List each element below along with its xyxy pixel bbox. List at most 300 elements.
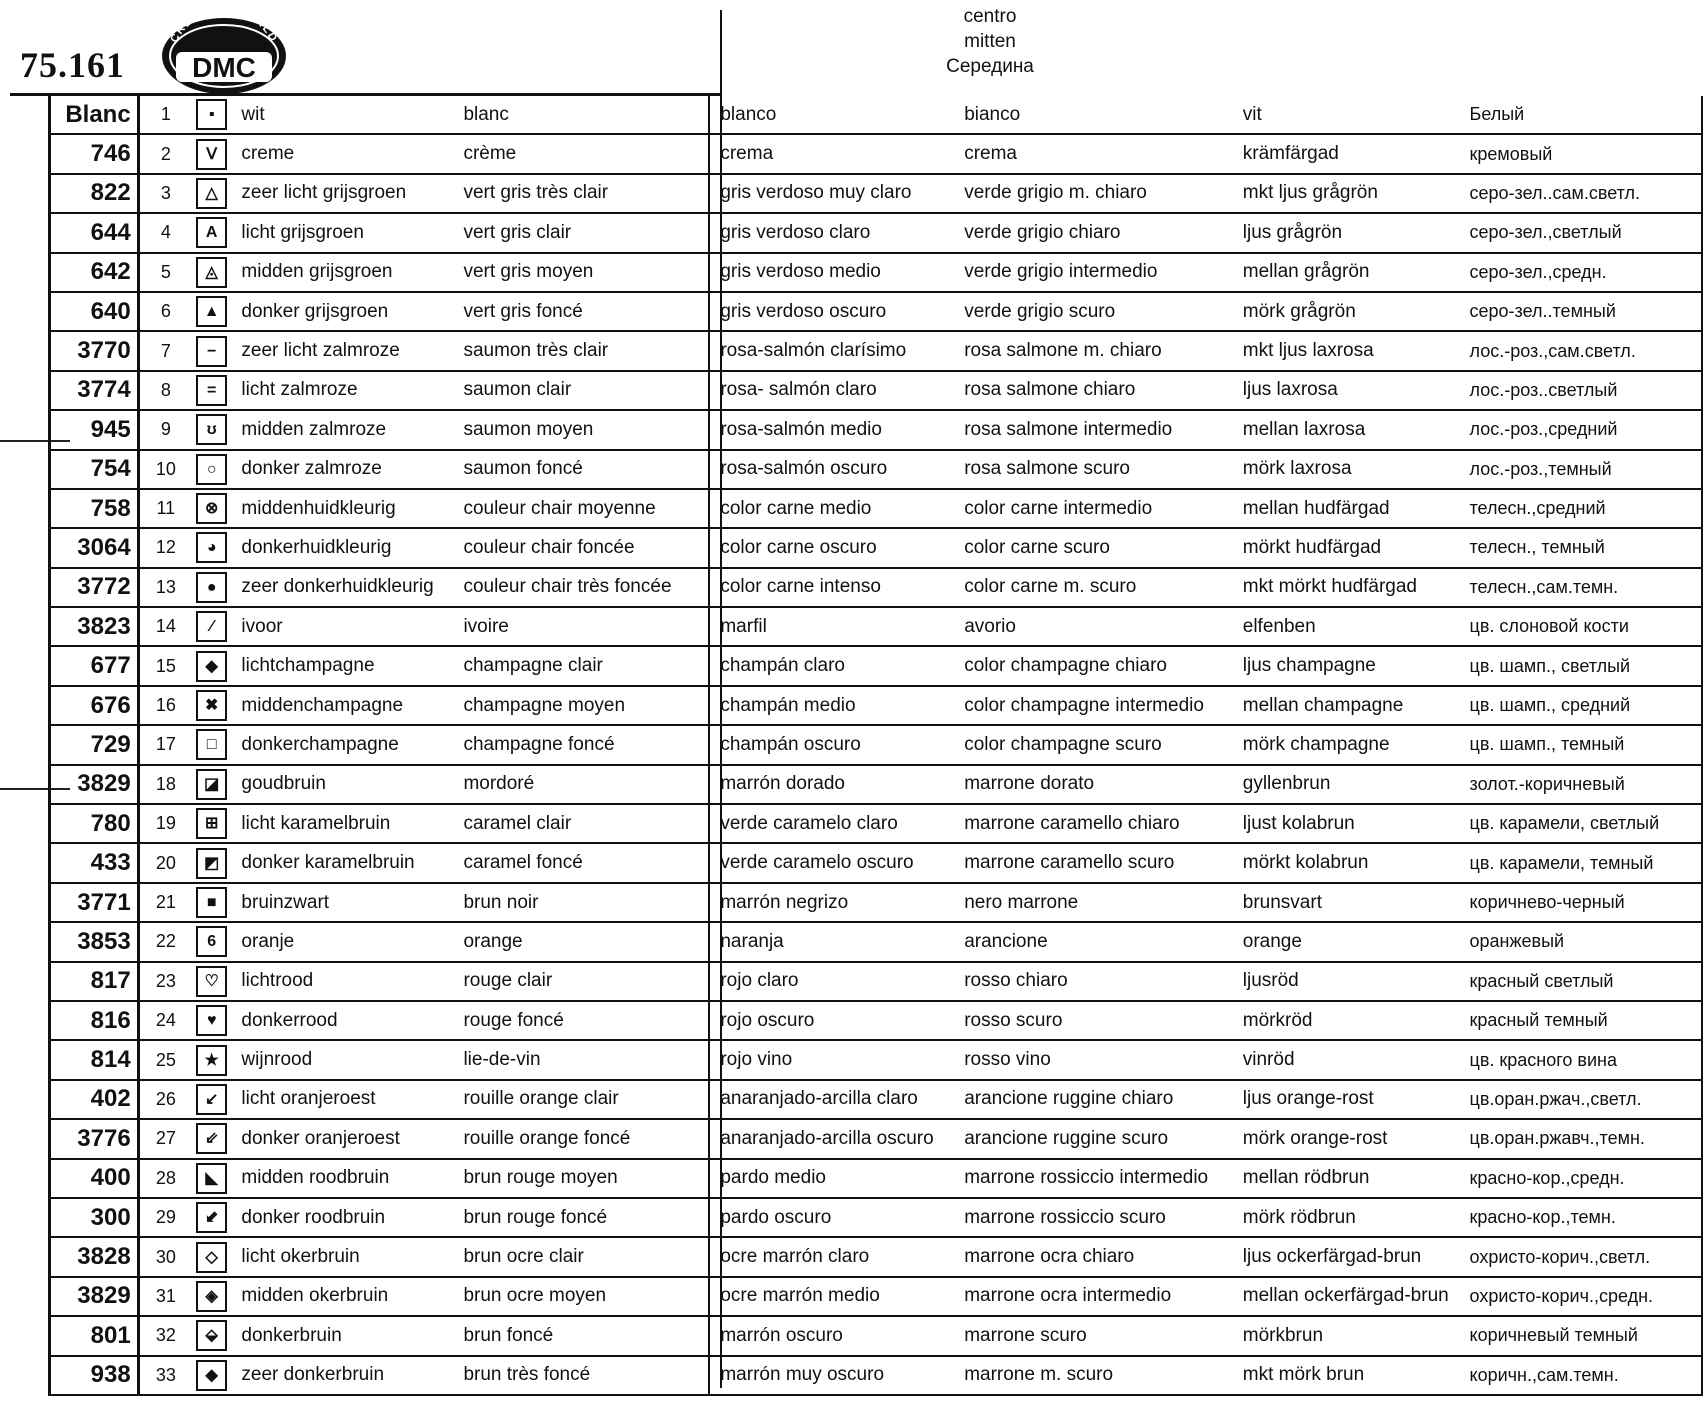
dmc-code: 3823 — [50, 607, 139, 646]
stitch-symbol — [192, 450, 231, 489]
stitch-symbol — [192, 253, 231, 292]
name-italian: marrone caramello chiaro — [954, 804, 1233, 843]
name-french: brun très foncé — [453, 1356, 709, 1395]
name-italian: marrone dorato — [954, 765, 1233, 804]
name-russian: коричнево-черный — [1460, 883, 1702, 922]
symbol-icon: ∕ — [196, 611, 227, 642]
stitch-symbol — [192, 96, 231, 134]
legend-row — [50, 1159, 1703, 1198]
name-french: champagne foncé — [453, 725, 709, 764]
legend-row — [50, 1040, 1703, 1079]
dmc-code: 938 — [50, 1356, 139, 1395]
stitch-symbol — [192, 410, 231, 449]
stitch-symbol — [192, 1159, 231, 1198]
name-russian: цв.оран.ржавч.,темн. — [1460, 1119, 1702, 1158]
row-number: 25 — [138, 1040, 192, 1079]
symbol-icon: ♡ — [196, 966, 227, 997]
name-spanish: color carne medio — [709, 489, 954, 528]
name-dutch: zeer donkerhuidkleurig — [231, 568, 453, 607]
name-russian: цв. карамели, светлый — [1460, 804, 1702, 843]
name-swedish: mörk champagne — [1233, 725, 1460, 764]
name-spanish: ocre marrón claro — [709, 1237, 954, 1276]
name-italian: color carne scuro — [954, 528, 1233, 567]
dmc-code: 945 — [50, 410, 139, 449]
row-number: 26 — [138, 1080, 192, 1119]
name-italian: verde grigio scuro — [954, 292, 1233, 331]
stitch-symbol — [192, 922, 231, 961]
name-spanish: champán medio — [709, 686, 954, 725]
name-spanish: color carne oscuro — [709, 528, 954, 567]
stitch-symbol — [192, 134, 231, 173]
name-spanish: rosa-salmón oscuro — [709, 450, 954, 489]
name-french: caramel foncé — [453, 843, 709, 882]
name-russian: красно-кор.,средн. — [1460, 1159, 1702, 1198]
row-number: 17 — [138, 725, 192, 764]
stitch-symbol — [192, 1356, 231, 1395]
name-spanish: gris verdoso muy claro — [709, 174, 954, 213]
name-russian: охристо-корич.,светл. — [1460, 1237, 1702, 1276]
name-russian: цв. шамп., светлый — [1460, 646, 1702, 685]
name-dutch: licht karamelbruin — [231, 804, 453, 843]
stitch-symbol — [192, 568, 231, 607]
row-number: 15 — [138, 646, 192, 685]
name-french: lie-de-vin — [453, 1040, 709, 1079]
legend-row — [50, 1356, 1703, 1395]
name-dutch: midden zalmroze — [231, 410, 453, 449]
name-spanish: ocre marrón medio — [709, 1277, 954, 1316]
name-swedish: ljusröd — [1233, 962, 1460, 1001]
name-russian: оранжевый — [1460, 922, 1702, 961]
legend-row — [50, 450, 1703, 489]
legend-row — [50, 371, 1703, 410]
legend-row — [50, 883, 1703, 922]
name-italian: color carne m. scuro — [954, 568, 1233, 607]
name-dutch: oranje — [231, 922, 453, 961]
name-french: saumon foncé — [453, 450, 709, 489]
row-number: 8 — [138, 371, 192, 410]
name-russian: цв. шамп., средний — [1460, 686, 1702, 725]
legend-row — [50, 686, 1703, 725]
stitch-symbol — [192, 725, 231, 764]
symbol-icon: A — [196, 217, 227, 248]
symbol-icon: ● — [196, 572, 227, 603]
row-number: 16 — [138, 686, 192, 725]
name-french: couleur chair moyenne — [453, 489, 709, 528]
name-italian: verde grigio chiaro — [954, 213, 1233, 252]
row-number: 27 — [138, 1119, 192, 1158]
name-italian: rosa salmone intermedio — [954, 410, 1233, 449]
name-dutch: zeer licht grijsgroen — [231, 174, 453, 213]
symbol-icon: ✖ — [196, 690, 227, 721]
dmc-code: 746 — [50, 134, 139, 173]
dmc-code: 640 — [50, 292, 139, 331]
name-russian: коричн.,сам.темн. — [1460, 1356, 1702, 1395]
name-swedish: ljus champagne — [1233, 646, 1460, 685]
name-spanish: champán oscuro — [709, 725, 954, 764]
legend-row — [50, 528, 1703, 567]
legend-row — [50, 607, 1703, 646]
dmc-code: 402 — [50, 1080, 139, 1119]
name-swedish: mkt ljus grågrön — [1233, 174, 1460, 213]
name-swedish: gyllenbrun — [1233, 765, 1460, 804]
name-russian: цв. слоновой кости — [1460, 607, 1702, 646]
legend-row — [50, 331, 1703, 370]
name-dutch: donkerrood — [231, 1001, 453, 1040]
name-russian: телесн.,средний — [1460, 489, 1702, 528]
name-russian: цв. карамели, темный — [1460, 843, 1702, 882]
name-russian: серо-зел.,светлый — [1460, 213, 1702, 252]
name-spanish: marrón negrizo — [709, 883, 954, 922]
name-spanish: rojo vino — [709, 1040, 954, 1079]
stitch-symbol — [192, 1080, 231, 1119]
name-dutch: donkerchampagne — [231, 725, 453, 764]
name-italian: rosa salmone m. chiaro — [954, 331, 1233, 370]
name-french: champagne clair — [453, 646, 709, 685]
stitch-symbol — [192, 1198, 231, 1237]
stitch-symbol — [192, 962, 231, 1001]
name-russian: лос.-роз..светлый — [1460, 371, 1702, 410]
row-number: 20 — [138, 843, 192, 882]
legend-row — [50, 213, 1703, 252]
name-swedish: mörkt hudfärgad — [1233, 528, 1460, 567]
name-swedish: ljust kolabrun — [1233, 804, 1460, 843]
name-spanish: gris verdoso oscuro — [709, 292, 954, 331]
name-french: brun rouge foncé — [453, 1198, 709, 1237]
name-russian: красный светлый — [1460, 962, 1702, 1001]
name-russian: охристо-корич.,средн. — [1460, 1277, 1702, 1316]
name-italian: marrone rossiccio intermedio — [954, 1159, 1233, 1198]
symbol-icon: ⊞ — [196, 808, 227, 839]
name-spanish: gris verdoso medio — [709, 253, 954, 292]
name-dutch: lichtrood — [231, 962, 453, 1001]
name-spanish: anaranjado-arcilla oscuro — [709, 1119, 954, 1158]
name-swedish: mellan champagne — [1233, 686, 1460, 725]
symbol-icon: ⇙ — [196, 1123, 227, 1154]
name-italian: marrone ocra chiaro — [954, 1237, 1233, 1276]
symbol-icon: ↙ — [196, 1084, 227, 1115]
name-french: mordoré — [453, 765, 709, 804]
stitch-symbol — [192, 804, 231, 843]
center-note-ru: Середина — [946, 56, 1034, 77]
name-russian: телесн., темный — [1460, 528, 1702, 567]
dmc-code: 780 — [50, 804, 139, 843]
stitch-symbol — [192, 371, 231, 410]
name-italian: color champagne chiaro — [954, 646, 1233, 685]
name-italian: marrone ocra intermedio — [954, 1277, 1233, 1316]
stitch-symbol — [192, 1277, 231, 1316]
name-russian: лос.-роз.,средний — [1460, 410, 1702, 449]
legend-row — [50, 96, 1703, 134]
legend-row — [50, 292, 1703, 331]
symbol-icon: □ — [196, 729, 227, 760]
dmc-code: 676 — [50, 686, 139, 725]
stitch-symbol — [192, 686, 231, 725]
name-french: orange — [453, 922, 709, 961]
legend-row — [50, 646, 1703, 685]
name-dutch: middenchampagne — [231, 686, 453, 725]
stitch-symbol — [192, 331, 231, 370]
name-dutch: donker roodbruin — [231, 1198, 453, 1237]
dmc-code: 729 — [50, 725, 139, 764]
name-spanish: verde caramelo oscuro — [709, 843, 954, 882]
symbol-icon: ■ — [196, 887, 227, 918]
symbol-icon: ♥ — [196, 1005, 227, 1036]
name-italian: rosso chiaro — [954, 962, 1233, 1001]
name-italian: marrone scuro — [954, 1316, 1233, 1355]
name-spanish: blanco — [709, 96, 954, 134]
name-russian: цв. шамп., темный — [1460, 725, 1702, 764]
symbol-icon: ▲ — [196, 296, 227, 327]
stitch-symbol — [192, 489, 231, 528]
name-russian: лос.-роз.,темный — [1460, 450, 1702, 489]
name-swedish: mellan ockerfärgad-brun — [1233, 1277, 1460, 1316]
name-dutch: licht oranjeroest — [231, 1080, 453, 1119]
dmc-code: 642 — [50, 253, 139, 292]
name-swedish: mkt mörkt hudfärgad — [1233, 568, 1460, 607]
dmc-code: 3064 — [50, 528, 139, 567]
name-russian: кремовый — [1460, 134, 1702, 173]
legend-row — [50, 765, 1703, 804]
name-french: brun foncé — [453, 1316, 709, 1355]
legend-row — [50, 1198, 1703, 1237]
name-french: rouge clair — [453, 962, 709, 1001]
name-italian: rosa salmone chiaro — [954, 371, 1233, 410]
name-dutch: donkerbruin — [231, 1316, 453, 1355]
dmc-code: 3770 — [50, 331, 139, 370]
symbol-icon: ▪ — [196, 99, 227, 130]
name-italian: arancione ruggine scuro — [954, 1119, 1233, 1158]
name-dutch: licht okerbruin — [231, 1237, 453, 1276]
symbol-icon: ◬ — [196, 257, 227, 288]
name-italian: color champagne intermedio — [954, 686, 1233, 725]
dmc-code: Blanc — [50, 96, 139, 134]
stitch-symbol — [192, 843, 231, 882]
name-italian: color champagne scuro — [954, 725, 1233, 764]
row-number: 29 — [138, 1198, 192, 1237]
stitch-symbol — [192, 1040, 231, 1079]
name-swedish: mörkbrun — [1233, 1316, 1460, 1355]
name-french: brun rouge moyen — [453, 1159, 709, 1198]
name-spanish: anaranjado-arcilla claro — [709, 1080, 954, 1119]
name-french: caramel clair — [453, 804, 709, 843]
name-spanish: rosa-salmón clarísimo — [709, 331, 954, 370]
name-swedish: mörkröd — [1233, 1001, 1460, 1040]
name-italian: verde grigio intermedio — [954, 253, 1233, 292]
row-number: 19 — [138, 804, 192, 843]
name-swedish: ljus orange-rost — [1233, 1080, 1460, 1119]
name-italian: arancione ruggine chiaro — [954, 1080, 1233, 1119]
dmc-logo — [158, 4, 290, 96]
name-russian: коричневый темный — [1460, 1316, 1702, 1355]
stitch-symbol — [192, 174, 231, 213]
dmc-code: 758 — [50, 489, 139, 528]
name-russian: красный темный — [1460, 1001, 1702, 1040]
name-russian: серо-зел..сам.светл. — [1460, 174, 1702, 213]
name-italian: marrone rossiccio scuro — [954, 1198, 1233, 1237]
stitch-symbol — [192, 1119, 231, 1158]
name-russian: телесн.,сам.темн. — [1460, 568, 1702, 607]
row-number: 32 — [138, 1316, 192, 1355]
name-dutch: creme — [231, 134, 453, 173]
name-spanish: marfil — [709, 607, 954, 646]
dmc-code: 300 — [50, 1198, 139, 1237]
name-russian: серо-зел..темный — [1460, 292, 1702, 331]
dmc-code: 3828 — [50, 1237, 139, 1276]
symbol-icon: Ⅴ — [196, 139, 227, 170]
name-italian: color carne intermedio — [954, 489, 1233, 528]
stitch-symbol — [192, 646, 231, 685]
name-spanish: naranja — [709, 922, 954, 961]
name-swedish: elfenben — [1233, 607, 1460, 646]
legend-row — [50, 1001, 1703, 1040]
dmc-code: 433 — [50, 843, 139, 882]
symbol-icon: ⬋ — [196, 1202, 227, 1233]
name-italian: rosa salmone scuro — [954, 450, 1233, 489]
row-number: 6 — [138, 292, 192, 331]
stitch-symbol — [192, 1001, 231, 1040]
name-swedish: mellan hudfärgad — [1233, 489, 1460, 528]
name-italian: marrone caramello scuro — [954, 843, 1233, 882]
name-italian: rosso scuro — [954, 1001, 1233, 1040]
name-french: brun ocre moyen — [453, 1277, 709, 1316]
name-russian: золот.-коричневый — [1460, 765, 1702, 804]
symbol-icon: ★ — [196, 1045, 227, 1076]
name-swedish: mkt mörk brun — [1233, 1356, 1460, 1395]
name-spanish: gris verdoso claro — [709, 213, 954, 252]
name-russian: цв. красного вина — [1460, 1040, 1702, 1079]
name-dutch: donker grijsgroen — [231, 292, 453, 331]
name-swedish: vit — [1233, 96, 1460, 134]
name-swedish: mellan laxrosa — [1233, 410, 1460, 449]
legend-row — [50, 489, 1703, 528]
center-note-es: centro — [963, 6, 1017, 27]
symbol-icon: ⬙ — [196, 1320, 227, 1351]
row-number: 30 — [138, 1237, 192, 1276]
row-number: 24 — [138, 1001, 192, 1040]
row-number: 23 — [138, 962, 192, 1001]
pattern-number: 75.161 — [20, 45, 125, 85]
symbol-icon: ◆ — [196, 651, 227, 682]
symbol-icon: ◈ — [196, 1281, 227, 1312]
name-italian: marrone m. scuro — [954, 1356, 1233, 1395]
name-spanish: pardo medio — [709, 1159, 954, 1198]
symbol-icon: ʊ — [196, 414, 227, 445]
row-number: 10 — [138, 450, 192, 489]
name-dutch: middenhuidkleurig — [231, 489, 453, 528]
dmc-code: 400 — [50, 1159, 139, 1198]
name-dutch: donker zalmroze — [231, 450, 453, 489]
symbol-icon: 6 — [196, 926, 227, 957]
legend-row — [50, 1080, 1703, 1119]
legend-row — [50, 410, 1703, 449]
name-swedish: ljus ockerfärgad-brun — [1233, 1237, 1460, 1276]
symbol-icon: ◩ — [196, 848, 227, 879]
dmc-code: 3829 — [50, 1277, 139, 1316]
name-spanish: crema — [709, 134, 954, 173]
row-number: 2 — [138, 134, 192, 173]
legend-row — [50, 1119, 1703, 1158]
name-spanish: rojo claro — [709, 962, 954, 1001]
name-french: ivoire — [453, 607, 709, 646]
legend-row — [50, 804, 1703, 843]
legend-row — [50, 922, 1703, 961]
name-french: blanc — [453, 96, 709, 134]
legend-row — [50, 568, 1703, 607]
dmc-code: 3772 — [50, 568, 139, 607]
name-dutch: midden roodbruin — [231, 1159, 453, 1198]
name-russian: серо-зел.,средн. — [1460, 253, 1702, 292]
name-dutch: midden okerbruin — [231, 1277, 453, 1316]
stitch-symbol — [192, 607, 231, 646]
name-swedish: ljus grågrön — [1233, 213, 1460, 252]
dmc-code: 817 — [50, 962, 139, 1001]
dmc-code: 3853 — [50, 922, 139, 961]
name-french: vert gris foncé — [453, 292, 709, 331]
dmc-code: 3771 — [50, 883, 139, 922]
dmc-code: 3774 — [50, 371, 139, 410]
symbol-icon: − — [196, 336, 227, 367]
name-italian: arancione — [954, 922, 1233, 961]
dmc-code: 644 — [50, 213, 139, 252]
dmc-code: 754 — [50, 450, 139, 489]
name-russian: лос.-роз.,сам.светл. — [1460, 331, 1702, 370]
legend-row — [50, 843, 1703, 882]
name-swedish: orange — [1233, 922, 1460, 961]
name-dutch: donker karamelbruin — [231, 843, 453, 882]
name-swedish: vinröd — [1233, 1040, 1460, 1079]
row-number: 12 — [138, 528, 192, 567]
name-swedish: ljus laxrosa — [1233, 371, 1460, 410]
name-swedish: mkt ljus laxrosa — [1233, 331, 1460, 370]
name-french: vert gris très clair — [453, 174, 709, 213]
name-spanish: rojo oscuro — [709, 1001, 954, 1040]
name-dutch: donkerhuidkleurig — [231, 528, 453, 567]
stitch-symbol — [192, 883, 231, 922]
dmc-code: 3829 — [50, 765, 139, 804]
row-number: 13 — [138, 568, 192, 607]
row-number: 31 — [138, 1277, 192, 1316]
dmc-code: 3776 — [50, 1119, 139, 1158]
stitch-symbol — [192, 1237, 231, 1276]
name-french: saumon très clair — [453, 331, 709, 370]
name-dutch: goudbruin — [231, 765, 453, 804]
legend-row — [50, 1277, 1703, 1316]
name-swedish: mörk laxrosa — [1233, 450, 1460, 489]
name-dutch: zeer donkerbruin — [231, 1356, 453, 1395]
symbol-icon: ○ — [196, 454, 227, 485]
center-note-sv: mitten — [964, 31, 1016, 52]
name-dutch: donker oranjeroest — [231, 1119, 453, 1158]
center-note — [930, 4, 1050, 79]
name-french: rouge foncé — [453, 1001, 709, 1040]
row-number: 21 — [138, 883, 192, 922]
row-number: 28 — [138, 1159, 192, 1198]
name-dutch: wijnrood — [231, 1040, 453, 1079]
name-spanish: rosa-salmón medio — [709, 410, 954, 449]
legend-row — [50, 725, 1703, 764]
row-number: 9 — [138, 410, 192, 449]
row-number: 11 — [138, 489, 192, 528]
name-swedish: mellan grågrön — [1233, 253, 1460, 292]
logo-ring-text: CREATIVE WORLD — [168, 4, 280, 45]
dmc-code: 814 — [50, 1040, 139, 1079]
name-french: champagne moyen — [453, 686, 709, 725]
name-spanish: marrón muy oscuro — [709, 1356, 954, 1395]
name-spanish: pardo oscuro — [709, 1198, 954, 1237]
name-swedish: brunsvart — [1233, 883, 1460, 922]
row-number: 14 — [138, 607, 192, 646]
row-number: 1 — [138, 96, 192, 134]
